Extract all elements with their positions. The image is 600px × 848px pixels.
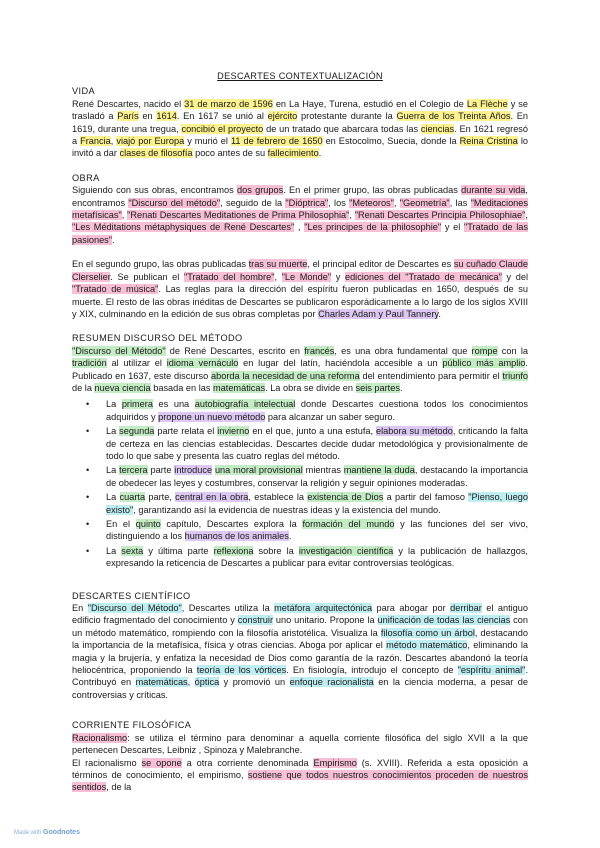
text-run: . En 1617 se unió al [176,111,268,122]
paragraph [72,345,528,395]
document-title: DESCARTES CONTEXTUALIZACIÓN [217,71,383,81]
text-run: En el segundo grupo, las obras publicadas [72,259,249,270]
text-run: de un tratado que abarcara todas las [263,123,421,134]
text-run: La [106,465,120,476]
text-run: . En fisiología, introdujo el concepto de [286,665,458,676]
highlighted-text: "Pienso, luego existo" [106,492,528,515]
text-run: , Descartes utiliza la [181,603,275,614]
text-run: , [110,136,117,147]
text-run: parte, [145,492,176,503]
highlighted-text: "Discurso del método" [128,197,221,208]
document-page [72,70,528,794]
text-run: La [106,545,122,556]
section-heading: OBRA [72,172,100,183]
highlighted-text: segunda [119,426,155,437]
section-heading: RESUMEN DISCURSO DEL MÉTODO [72,333,243,344]
text-run: y el [441,222,465,233]
text-run: . Publicado en 1637, este discurso [72,358,528,381]
text-run: (s. XVIII). Referida a esta oposición a términos de conocimiento, el empirismo, [72,757,528,780]
highlighted-text: se opone [141,757,182,768]
list-item: • La tercera parte introduce una moral provisional mientras mantiene la duda, destacando la importancia de obedecer las leyes y costumbres, conservar la religión y seguir opiniones moderadas. [86,465,529,488]
highlighted-text: cuarta [119,492,146,503]
text-run: , [525,210,528,221]
highlighted-text: público más amplio [442,358,526,369]
text-run: . Las reglas para la dirección del espíritu fueron publicadas en 1650, después de su muerte. El resto de las obras inéditas de Descartes se publicaron esporádicamente a lo largo de los siglos XVIII y XIX, culminando en la edición de sus obras completas por [72,284,528,319]
text-run: y las funciones del ser vivo, distinguiendo a los [106,519,528,542]
highlighted-text: existencia de Dios [307,492,384,503]
paragraph [72,184,528,246]
text-run: , las [449,197,471,208]
highlighted-text: "Les principes de la philosophie" [304,222,442,233]
text-run: a otra corriente denominada [181,757,314,768]
highlighted-text: dos grupos [237,185,284,196]
text-run: y última parte [143,545,214,556]
paragraph [72,602,528,701]
highlighted-text: fallecimiento [267,148,319,159]
text-run: protestante durante la [297,111,397,122]
text-run: y se trasladó a [72,98,529,122]
highlighted-text: óptica [194,677,220,688]
highlighted-text: autobiografía intelectual [194,399,296,410]
text-run: , destacando la importancia de la metafísica, física y otras ciencias. Aboga por aplicar el [72,627,529,651]
text-run: en [138,111,157,122]
text-run: La [106,426,120,437]
section-cientifico [72,590,528,702]
list-item: • En el quinto capítulo, Descartes explora la formación del mundo y las funciones del ser vivo, distinguiendo a los humanos de los animales. [86,519,528,542]
text-run: y murió el [184,136,231,147]
list-item: • La segunda parte relata el invierno en el que, junto a una estufa, elabora su método, criticando la falta de certeza en las ciencias establecidas. Descartes decide dudar metodológica y provisionalmente de todo lo que sabe y presenta las cuatro reglas del método. [86,426,528,461]
section-heading: CORRIENTE FILOSÓFICA [72,720,192,731]
text-run: . [288,531,292,542]
highlighted-text: teoría de los vórtices [196,665,287,676]
text-run: , [187,677,195,688]
highlighted-text: viajó por Europa [116,136,185,147]
highlighted-text: idioma vernáculo [166,358,239,369]
section-corriente [72,719,528,793]
highlighted-text: ediciones del "Tratado de mecánica" [344,271,502,282]
highlighted-text: 31 de marzo de 1596 [184,98,273,109]
highlighted-text: quinto [135,519,161,529]
text-run: La [106,492,120,503]
highlighted-text: París [117,111,139,122]
text-run: . [112,234,115,245]
text-run: en el que, junto a una estufa, [249,426,376,437]
highlighted-text: tras su muerte [248,259,308,270]
text-run: el antiguo edificio fragmentado del conocimiento y [72,603,529,626]
text-run: . [438,308,441,319]
highlighted-text: tercera [119,465,148,476]
highlighted-text: Guerra de los Treinta Años [396,111,511,122]
highlighted-text: 1614 [156,111,177,122]
text-run: del entendimiento para permitir el [359,370,503,381]
highlighted-text: Francia [80,136,111,147]
text-run: . Se publican el [110,271,184,282]
text-run: capítulo, Descartes explora la [160,519,303,529]
text-run: Siguiendo con sus obras, encontramos [72,185,238,196]
text-run: y [331,271,345,282]
section-obra [72,172,528,320]
list-item: • La sexta y última parte reflexiona sobre la investigación científica y la publicación de hallazgos, expresando la reticencia de Descartes a publicar para evitar controversias teológicas. [86,545,528,569]
section-resumen [72,332,528,569]
highlighted-text: Reina Cristina [459,136,518,147]
highlighted-text: matemáticas [213,382,266,393]
text-run: , encontramos [72,185,528,208]
highlighted-text: "Tratado de música" [72,284,159,295]
highlighted-text: mantiene la duda [343,465,415,476]
text-run: , [274,271,282,282]
text-run: de la [72,382,95,393]
text-run: en La Haye, Turena, estudió en el Colegio de [272,98,467,109]
highlighted-text: "Tratado de las pasiones" [72,222,529,245]
text-run: En [72,603,88,614]
text-run: , destacando la importancia de obedecer las leyes y costumbres, conservar la religión y seguir opiniones moderadas. [106,465,529,488]
highlighted-text: tradición [72,358,107,369]
highlighted-text: "Meteoros" [349,197,394,208]
paragraph [72,732,528,794]
goodnotes-watermark [14,829,80,836]
highlighted-text: enfoque racionalista [289,677,374,688]
highlighted-text: reflexiona [213,545,254,556]
paragraph [72,98,528,160]
highlighted-text: construir [237,615,274,626]
text-run: . [399,382,403,393]
highlighted-text: Racionalismo [72,732,128,743]
highlighted-text: seis partes [355,382,400,393]
highlighted-text: invierno [217,426,250,437]
text-run: , es una obra fundamental que [334,345,472,356]
text-run: sobre la [253,545,299,556]
section-heading: DESCARTES CIENTÍFICO [72,590,191,601]
highlighted-text: triunfo [502,370,528,381]
text-run: mientras [302,465,344,476]
text-run: para abogar por [372,603,451,614]
text-run: , el principal editor de Descartes es [307,259,454,270]
highlighted-text: sexta [121,545,144,556]
text-run: . [318,148,322,159]
text-run: en Estocolmo, Suecia, donde la [322,136,460,147]
highlighted-text: central en la obra [175,492,249,503]
text-run: al utilizar el [106,358,167,369]
highlighted-text: rompe [471,345,498,356]
text-run: . La obra se divide en [265,382,356,393]
text-run: . Contribuyó en [72,665,528,688]
highlighted-text: su cuñado Claude Clerselier [72,259,528,282]
text-run: , [294,222,305,233]
text-run: , garantizando así la evidencia de nuestras ideas y la existencia del mundo. [133,504,441,515]
highlighted-text: "Renati Descartes Principia Philosophiae" [354,210,526,221]
text-run: , [121,210,128,221]
paragraph [72,258,528,320]
highlighted-text: matemáticas [135,677,188,688]
highlighted-text: primera [121,399,153,410]
text-run: en lugar del latín, haciéndola accesible a un [238,358,443,369]
section-vida [72,85,528,159]
highlighted-text: sostiene que todos nuestros conocimientos proceden de nuestros sentidos [72,769,528,793]
highlighted-text: formación del mundo [302,519,395,529]
highlighted-text: metáfora arquitectónica [274,603,373,614]
highlighted-text: introduce [174,465,213,476]
text-run: lo invitó a dar [72,136,529,159]
text-run: , establece la [248,492,308,503]
text-run: de René Descartes, escrito en [165,345,305,356]
list-item: • La cuarta parte, central en la obra, establece la existencia de Dios a partir del famoso "Pienso, luego existo", garantizando así la evidencia de nuestras ideas y la existencia del mundo. [86,492,528,515]
text-run: y del [501,271,529,282]
highlighted-text: clases de filosofía [119,148,193,159]
text-run: y la publicación de hallazgos, expresando la reticencia de Descartes a publicar para evitar controversias teológicas. [106,545,528,569]
parts-list [72,398,528,569]
text-run: donde Descartes cuestiona todos los conocimientos adquiridos y [106,399,529,422]
highlighted-text: 11 de febrero de 1650 [230,136,323,147]
goodnotes-brand: Goodnotes [43,829,80,836]
highlighted-text: "espíritu animal" [457,665,526,676]
highlighted-text: "Meditaciones metafísicas" [72,197,528,221]
text-run: con la [497,345,528,356]
text-run: en la ciencia moderna, a pesar de controversias y críticas. [72,677,528,700]
text-run: uno unitario. Propone la [273,615,378,626]
highlighted-text: ciencias [420,123,455,134]
text-run: , los [328,197,350,208]
highlighted-text: "Dióptrica" [285,197,329,208]
text-run: . En 1621 regresó a [72,123,529,147]
highlighted-text: Empirismo [313,757,357,768]
highlighted-text: propone un nuevo método [158,411,266,422]
highlighted-text: una moral provisional [214,465,303,476]
text-run: , [349,210,355,221]
highlighted-text: "Geometría" [399,197,450,208]
text-run: con un método matemático, rompiendo con la filosofía aristotélica. Visualiza la [72,615,528,638]
highlighted-text: método matemático [386,640,468,651]
highlighted-text: aborda la necesidad de una reforma [210,370,360,381]
section-heading: VIDA [72,86,96,97]
highlighted-text: La Flèche [466,98,508,109]
highlighted-text: investigación científica [298,545,394,556]
text-run: . En 1619, durante una tregua, [72,111,529,134]
text-run: basada en las [150,382,213,393]
highlighted-text: durante su vida [461,185,526,196]
text-run: La [106,399,122,410]
highlighted-text: "Les Méditations métaphysiques de René Descartes" [72,222,295,233]
highlighted-text: concibió el proyecto [181,123,264,134]
text-run: es una [152,399,195,410]
text-run: René Descartes, nacido el [72,98,185,109]
text-run: poco antes de su [192,148,268,159]
highlighted-text: ejército [267,111,298,122]
text-run: El racionalismo [72,757,142,768]
highlighted-text: derribar [450,603,482,614]
highlighted-text: francés [304,345,335,356]
highlighted-text: elabora su método [375,426,453,437]
text-run: En el [106,519,136,529]
text-run: parte relata el [154,426,218,437]
text-run: , [393,197,400,208]
highlighted-text: nueva ciencia [94,382,151,393]
highlighted-text: Charles Adam y Paul Tannery [318,308,439,319]
highlighted-text: humanos de los animales [184,531,289,542]
highlighted-text: "Renati Descartes Meditationes de Prima Philosophia" [127,210,350,221]
highlighted-text: "Discurso del Método" [72,345,166,356]
list-item: • La primera es una autobiografía intelectual donde Descartes cuestiona todos los conocimientos adquiridos y propone un nuevo método para alcanzar un saber seguro. [86,399,529,422]
made-with-label: Made with [14,830,42,836]
highlighted-text: "Discurso del Método" [87,603,182,614]
text-run: , eliminando la magia y la brujería, y enfatiza la necesidad de Dios como garantía de la razón. Descartes abandonó la teoría heliocéntrica, proponiendo la [72,640,528,676]
highlighted-text: "Tratado del hombre" [183,271,275,282]
highlighted-text: unificación de todas las ciencias [377,615,511,626]
text-run: a partir del famoso [383,492,469,503]
highlighted-text: filosofía como un árbol [380,627,475,638]
text-run: para alcanzar un saber seguro. [265,411,396,422]
text-run: . En el primer grupo, las obras publicadas [283,185,462,196]
text-run: , criticando la falta de certeza en las ciencias establecidas. Descartes decide dudar metodológica y provisionalmente de todo lo que sabe y presenta las cuatro reglas del método. [106,426,528,461]
text-run: parte [147,465,175,476]
text-run: , de la [106,782,132,793]
text-run: : se utiliza el término para denominar a aquella corriente filosófica del siglo XVII a la que pertenecen Descartes, Leibniz , Spinoza y Malebranche. [72,732,528,756]
highlighted-text: "Le Monde" [281,271,332,282]
text-run: , seguido de la [220,197,286,208]
text-run: y promovió un [219,677,290,688]
